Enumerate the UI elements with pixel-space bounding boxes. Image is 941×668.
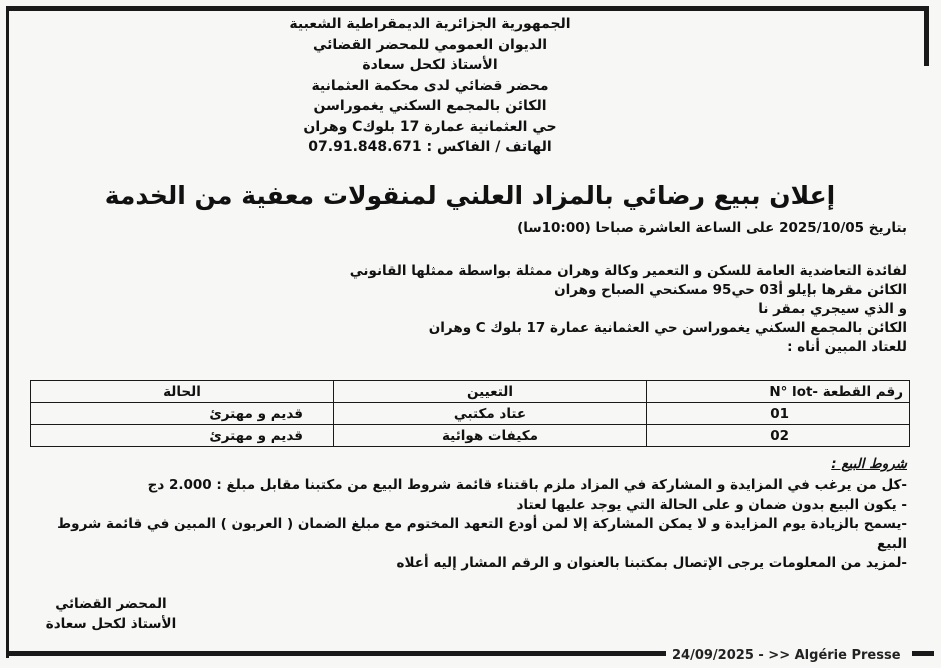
term-line-conditions-book: -كل من يرغب في المزايدة و المشاركة في المزاد ملزم باقتناء قائمة شروط البيع من مكتبنا مقابل مبلغ : 2.000 دج [147, 477, 907, 493]
bottom-border-rule [6, 651, 666, 656]
body-line-equipment-intro: للعتاد المبين أناه : [787, 339, 907, 355]
signature-block [36, 594, 186, 634]
header-line-republic: الجمهورية الجزائرية الديمقراطية الشعبية [289, 16, 571, 32]
top-border-rule [6, 6, 927, 11]
lot-description-cell: عتاد مكتبي [334, 403, 647, 425]
lot-number-cell: 01 [647, 403, 910, 425]
terms-of-sale [27, 476, 907, 574]
announcement-title: إعلان ببيع رضائي بالمزاد العلني لمنقولات معفية من الخدمة [104, 181, 836, 210]
auction-date-line: بتاريخ 2025/10/05 على الساعة العاشرة صباحا (10:00سا) [517, 220, 907, 236]
signature-role: المحضر القضائي [55, 596, 167, 612]
column-header-description: التعيين [334, 381, 647, 403]
header-line-address-1: الكائن بالمجمع السكني يغموراسن [313, 98, 547, 114]
column-header-lot-number: رقم القطعة -N° lot [647, 381, 910, 403]
column-header-condition: الحالة [31, 381, 334, 403]
header-line-court: محضر قضائي لدى محكمة العثمانية [311, 77, 549, 94]
term-line-no-warranty: - يكون البيع بدون ضمان و على الحالة التي يوجد عليها لعتاد [516, 496, 907, 513]
publication-credit: 24/09/2025 - >> Algérie Presse [672, 648, 901, 663]
body-line-venue-address: الكائن بالمجمع السكني يغموراسن حي العثمانية عمارة 17 بلوك C وهران [428, 320, 907, 336]
term-line-deposit: -يسمح بالزيادة يوم المزايدة و لا يمكن المشاركة إلا لمن أودع التعهد المختوم مع مبلغ الضمان ( العربون ) المبين في قائمة شروط [57, 516, 907, 532]
lot-description-cell: مكيفات هوائية [334, 425, 647, 447]
body-line-beneficiary-address: الكائن مقرها بإيلو أ03 حي95 مسكنحي الصباح وهران [554, 282, 907, 298]
header-line-address-2: حي العثمانية عمارة 17 بلوكC وهران [303, 118, 557, 135]
bottom-border-rule-end [912, 651, 934, 656]
lots-table [30, 380, 910, 447]
right-border-rule [924, 6, 929, 66]
signature-name: الأستاذ لكحل سعادة [45, 616, 177, 632]
lot-condition-cell: قديم و مهترئ [31, 403, 334, 425]
term-line-contact: -لمزيد من المعلومات يرجى الإتصال بمكتبنا بالعنوان و الرقم المشار إليه أعلاه [396, 555, 907, 571]
body-line-venue-intro: و الذي سيجري بمقر نا [758, 301, 907, 317]
table-row [31, 403, 910, 425]
lot-condition-cell: قديم و مهترئ [31, 425, 334, 447]
lot-number-cell: 02 [647, 425, 910, 447]
terms-heading: شروط البيع : [831, 456, 907, 472]
header-line-phone: الهاتف / الفاكس : 07.91.848.671 [308, 139, 552, 155]
left-border-rule [6, 6, 9, 658]
announcement-body [27, 262, 907, 357]
term-line-deposit-continued: البيع [877, 535, 907, 552]
body-line-beneficiary: لفائدة التعاضدية العامة للسكن و التعمير وكالة وهران ممثلة بواسطة ممثلها القانوني [349, 263, 907, 279]
table-header-row [31, 381, 910, 403]
header-line-bailiff-name: الأستاذ لكحل سعادة [362, 57, 498, 73]
table-row [31, 425, 910, 447]
header-line-office: الديوان العمومي للمحضر القضائي [312, 36, 548, 53]
office-header [230, 14, 630, 158]
